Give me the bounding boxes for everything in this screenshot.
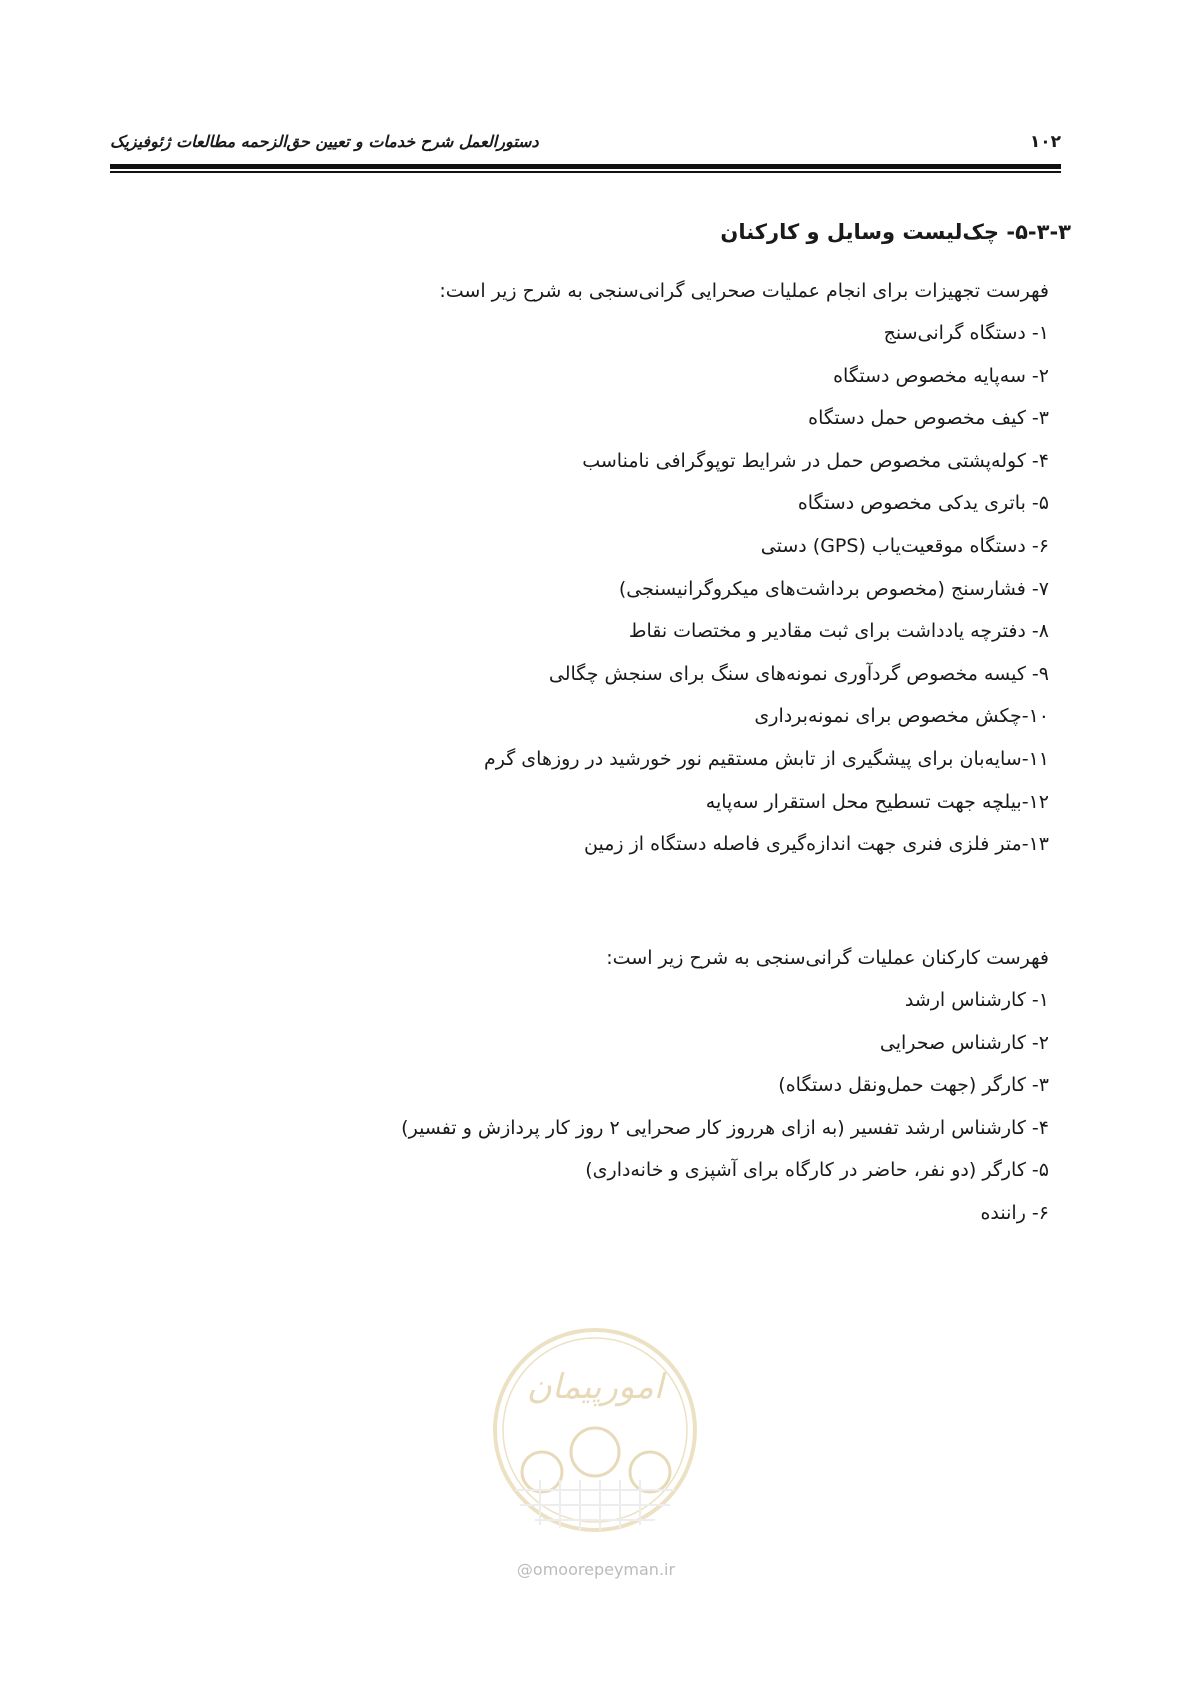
item-text: کوله‌پشتی مخصوص حمل در شرایط توپوگرافی نامناسب: [582, 449, 1026, 472]
equipment-intro: فهرست تجهیزات برای انجام عملیات صحرایی گرانی‌سنجی به شرح زیر است:: [439, 280, 1049, 302]
section-heading: ۵-۳-۳- چک‌لیست وسایل و کارکنان: [720, 220, 1071, 244]
header-rule-thick: [110, 164, 1061, 169]
list-item: [439, 482, 1049, 525]
item-number: ۱۳-: [1021, 833, 1049, 856]
list-item: [401, 1107, 1049, 1150]
item-number: ۶-: [1031, 1201, 1049, 1224]
list-item: [439, 823, 1049, 866]
list-item: [439, 525, 1049, 568]
running-title: دستورالعمل شرح خدمات و تعیین حق‌الزحمه مطالعات ژئوفیزیک: [110, 132, 539, 151]
list-item: [439, 610, 1049, 653]
item-text: سه‌پایه مخصوص دستگاه: [833, 364, 1026, 387]
item-text: دفترچه یادداشت برای ثبت مقادیر و مختصات نقاط: [628, 620, 1026, 643]
list-item: [439, 397, 1049, 440]
item-number: ۵-: [1031, 492, 1049, 515]
item-number: ۴-: [1031, 449, 1049, 472]
list-item: [401, 1192, 1049, 1235]
staff-list: [401, 979, 1049, 1235]
item-number: ۲-: [1031, 1031, 1049, 1054]
item-text: کیسه مخصوص گردآوری نمونه‌های سنگ برای سنجش چگالی: [548, 662, 1026, 685]
item-number: ۱۰-: [1021, 705, 1049, 728]
list-item: [401, 979, 1049, 1022]
item-number: ۵-: [1031, 1159, 1049, 1182]
item-text: راننده: [980, 1201, 1026, 1224]
list-item: [439, 738, 1049, 781]
item-number: ۸-: [1031, 620, 1049, 643]
item-text: کارشناس ارشد تفسیر (به ازای هرروز کار صحرایی ۲ روز کار پردازش و تفسیر): [401, 1116, 1026, 1139]
item-number: ۱-: [1031, 989, 1049, 1011]
item-text: کارشناس ارشد: [904, 989, 1026, 1011]
item-number: ۴-: [1031, 1116, 1049, 1139]
item-text: کارگر (دو نفر، حاضر در کارگاه برای آشپزی و خانه‌داری): [585, 1159, 1026, 1182]
item-text: کارگر (جهت حمل‌ونقل دستگاه): [778, 1074, 1026, 1097]
item-number: ۹-: [1031, 662, 1049, 685]
item-text: دستگاه گرانی‌سنج: [883, 322, 1026, 344]
staff-intro: فهرست کارکنان عملیات گرانی‌سنجی به شرح زیر است:: [606, 947, 1049, 969]
list-item: [439, 440, 1049, 483]
item-text: دستگاه موقعیت‌یاب (GPS) دستی: [760, 534, 1026, 557]
item-number: ۷-: [1031, 577, 1049, 600]
omoorepeyman-logo-icon: [480, 1320, 710, 1570]
list-item: [401, 1149, 1049, 1192]
item-number: ۶-: [1031, 534, 1049, 557]
list-item: [439, 781, 1049, 824]
list-item: [439, 355, 1049, 398]
list-item: [401, 1022, 1049, 1065]
item-number: ۱۲-: [1021, 790, 1049, 813]
item-text: چکش مخصوص برای نمونه‌برداری: [754, 705, 1022, 728]
item-text: سایه‌بان برای پیشگیری از تابش مستقیم نور خورشید در روزهای گرم: [483, 747, 1022, 770]
list-item: [439, 568, 1049, 611]
page-number: ۱۰۲: [1029, 132, 1061, 152]
item-number: ۳-: [1031, 1074, 1049, 1097]
item-text: فشارسنج (مخصوص برداشت‌های میکروگرانیسنجی): [618, 577, 1026, 600]
item-text: باتری یدکی مخصوص دستگاه: [797, 492, 1026, 515]
item-text: بیلچه جهت تسطیح محل استقرار سه‌پایه: [705, 790, 1022, 813]
list-item: [439, 653, 1049, 696]
item-text: کارشناس صحرایی: [879, 1031, 1026, 1054]
watermark-url: @omoorepeyman.ir: [516, 1560, 676, 1579]
item-text: متر فلزی فنری جهت اندازه‌گیری فاصله دستگاه از زمین: [584, 833, 1022, 856]
item-number: ۳-: [1031, 407, 1049, 430]
equipment-list: [439, 312, 1049, 866]
watermark-logo-text: امورپیمان: [526, 1367, 664, 1407]
item-number: ۱۱-: [1021, 747, 1049, 770]
item-number: ۱-: [1031, 322, 1049, 344]
header-rule-thin: [110, 171, 1061, 173]
page-header: [110, 128, 1061, 158]
item-number: ۲-: [1031, 364, 1049, 387]
list-item: [439, 695, 1049, 738]
equipment-block: [439, 270, 1049, 866]
list-item: [439, 312, 1049, 355]
list-item: [401, 1064, 1049, 1107]
staff-block: [401, 937, 1049, 1235]
item-text: کیف مخصوص حمل دستگاه: [808, 407, 1026, 430]
